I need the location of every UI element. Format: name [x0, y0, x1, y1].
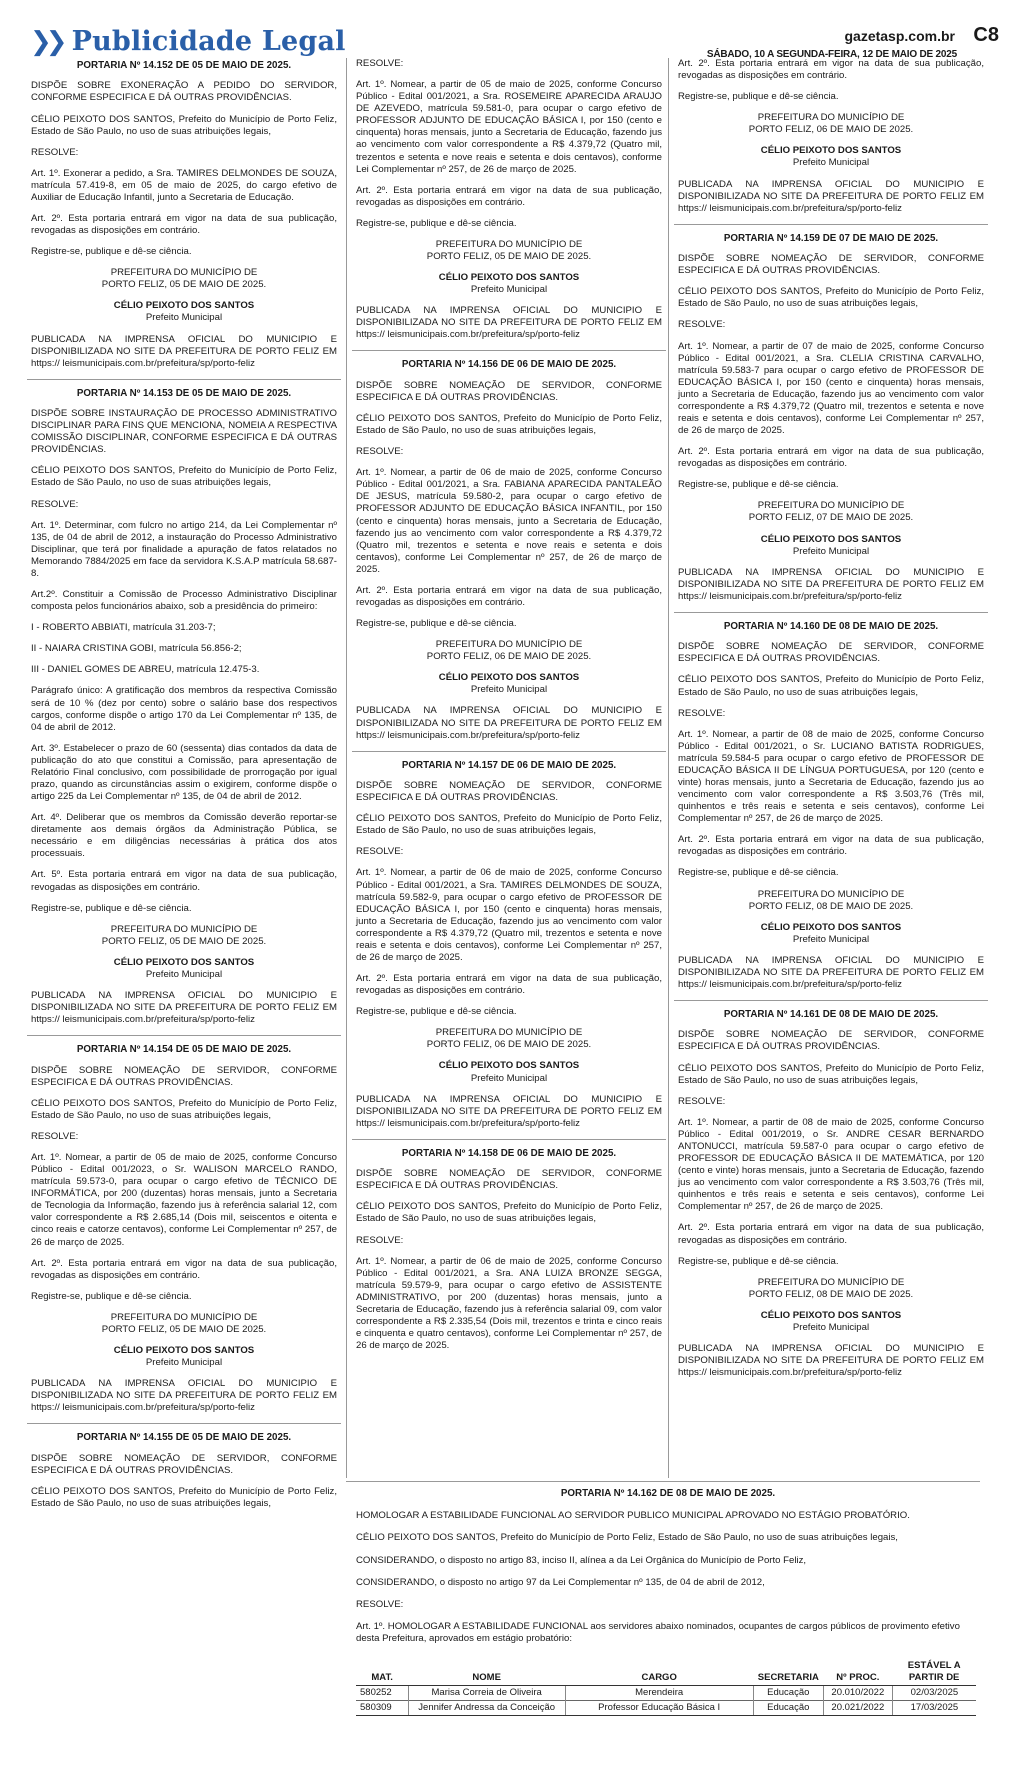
registre: Registre-se, publique e dê-se ciência. [678, 867, 839, 879]
section-divider [674, 612, 988, 613]
portaria-14155-start [31, 1432, 337, 1510]
signer-role: Prefeito Municipal [792, 157, 870, 169]
signature-block [31, 924, 337, 948]
article-2: Art. 2º. Esta portaria entrará em vigor na data de sua publicação, revogadas as disposições em contrário. [678, 834, 984, 858]
prefeitura-line: PREFEITURA DO MUNICÍPIO DE [110, 1311, 258, 1323]
article-2: Art. 2º. Esta portaria entrará em vigor na data de sua publicação, revogadas as disposições em contrário. [678, 446, 984, 470]
cell-mat: 580252 [356, 1685, 408, 1700]
cell-secretaria: Educação [753, 1700, 823, 1715]
column-header-secretaria: SECRETARIA [753, 1659, 823, 1685]
cell-estavel: 17/03/2025 [892, 1700, 976, 1715]
column-header-estavel: ESTÁVEL A PARTIR DE [892, 1659, 976, 1685]
registre: Registre-se, publique e dê-se ciência. [31, 1290, 192, 1302]
publication-note: PUBLICADA NA IMPRENSA OFICIAL DO MUNICIPIO E DISPONIBILIZADA NO SITE DA PREFEITURA DE PORTO FELIZ EM https:// leismunicipais.com.br/prefeitura/sp/porto-feliz [31, 989, 337, 1026]
column-header-proc: Nº PROC. [823, 1659, 892, 1685]
section-divider [352, 1139, 666, 1140]
member-2: II - NAIARA CRISTINA GOBI, matrícula 56.856-2; [31, 643, 242, 655]
portaria-14158 [356, 1148, 662, 1352]
local-date: PORTO FELIZ, 07 DE MAIO DE 2025. [748, 512, 914, 524]
publication-note: PUBLICADA NA IMPRENSA OFICIAL DO MUNICIPIO E DISPONIBILIZADA NO SITE DA PREFEITURA DE PORTO FELIZ EM https:// leismunicipais.com.br/prefeitura/sp/porto-feliz [678, 1342, 984, 1379]
signature-block [356, 639, 662, 663]
paragrafo-unico: Parágrafo único: A gratificação dos membros da respectiva Comissão será de 10 % (dez por cento) sobre o salário base dos respectivos cargos, conforme dispõe o artigo 170 da Lei Complementar nº 135, de 04 de abril de 2012. [31, 685, 337, 733]
ementa: DISPÕE SOBRE NOMEAÇÃO DE SERVIDOR, CONFORME ESPECIFICA E DÁ OUTRAS PROVIDÊNCIAS. [356, 1168, 662, 1192]
resolve: RESOLVE: [31, 146, 79, 158]
publication-note: PUBLICADA NA IMPRENSA OFICIAL DO MUNICIPIO E DISPONIBILIZADA NO SITE DA PREFEITURA DE PORTO FELIZ EM https:// leismunicipais.com.br/prefeitura/sp/porto-feliz [356, 305, 662, 341]
article-2: Art. 2º. Esta portaria entrará em vigor na data de sua publicação, revogadas as disposições em contrário. [678, 58, 984, 82]
signer-role: Prefeito Municipal [792, 545, 870, 557]
ementa: DISPÕE SOBRE EXONERAÇÃO A PEDIDO DO SERVIDOR, CONFORME ESPECIFICA E DÁ OUTRAS PROVIDÊNCIAS. [31, 80, 337, 104]
local-date: PORTO FELIZ, 08 DE MAIO DE 2025. [748, 900, 914, 912]
portaria-title: PORTARIA Nº 14.157 DE 06 DE MAIO DE 2025. [401, 759, 617, 771]
ementa: HOMOLOGAR A ESTABILIDADE FUNCIONAL AO SERVIDOR PUBLICO MUNICIPAL APROVADO NO ESTÁGIO PROBATÓRIO. [356, 1510, 910, 1522]
signer-name: CÉLIO PEIXOTO DOS SANTOS [113, 956, 255, 968]
article-1: Art. 1º. Nomear, a partir de 08 de maio de 2025, conforme Concurso Público - Edital 001/2019, o Sr. ANDRE CESAR BERNARDO ANTONUCCI, matrícula 59.587-0 para ocupar o cargo efetivo de PROFESSOR DE EDUCAÇÃO BÁSICA II DE MATEMÁTICA, por 120 (cento e vinte) horas mensais, junto a Secretaria de Educação, fazendo jus ao vencimento com valor correspondente a R$ 3.503,76 (Três mil, quinhentos e três reais e setenta e seis centavos), conforme Lei Complementar nº 257, de 26 de março de 2025. [678, 1116, 984, 1213]
signature-block [678, 1277, 984, 1301]
cell-nome: Marisa Correia de Oliveira [408, 1685, 565, 1700]
local-date: PORTO FELIZ, 06 DE MAIO DE 2025. [748, 124, 914, 136]
ementa: DISPÕE SOBRE NOMEAÇÃO DE SERVIDOR, CONFORME ESPECIFICA E DÁ OUTRAS PROVIDÊNCIAS. [678, 641, 984, 665]
signer [678, 145, 984, 169]
signer-name: CÉLIO PEIXOTO DOS SANTOS [438, 672, 580, 684]
prefeitura-line: PREFEITURA DO MUNICÍPIO DE [110, 267, 258, 279]
article-1: Art. 1º. Nomear, a partir de 08 de maio de 2025, conforme Concurso Público - Edital 001/2021, o Sr. LUCIANO BATISTA RODRIGUES, matrícula 59.584-5 para ocupar o cargo efetivo de PROFESSOR DE EDUCAÇÃO BÁSICA II DE LÍNGUA PORTUGUESA, por 120 (cento e vinte) horas mensais, junto a Secretaria de Educação, fazendo jus ao vencimento com valor correspondente a R$ 3.503,76 (Três mil, quinhentos e três reais e setenta e seis centavos), conforme Lei Complementar nº 257, de 26 de março de 2025. [678, 728, 984, 825]
section-divider [674, 224, 988, 225]
cell-proc: 20.010/2022 [823, 1685, 892, 1700]
signer-name: CÉLIO PEIXOTO DOS SANTOS [760, 533, 902, 545]
resolve: RESOLVE: [356, 846, 404, 858]
article-4: Art. 4º. Deliberar que os membros da Comissão deverão reportar-se diretamente aos demais órgãos da Administração Pública, se necessário e em diligências necessárias à prática dos atos processuais. [31, 812, 337, 860]
section-divider [352, 751, 666, 752]
ementa: DISPÕE SOBRE NOMEAÇÃO DE SERVIDOR, CONFORME ESPECIFICA E DÁ OUTRAS PROVIDÊNCIAS. [31, 1452, 337, 1476]
section-divider [27, 1423, 341, 1424]
signature-block [356, 239, 662, 263]
cell-cargo: Merendeira [565, 1685, 753, 1700]
section-divider [346, 1481, 980, 1482]
page-header [0, 0, 1011, 60]
portaria-14153 [31, 388, 337, 1026]
local-date: PORTO FELIZ, 05 DE MAIO DE 2025. [101, 1323, 267, 1335]
ementa: DISPÕE SOBRE NOMEAÇÃO DE SERVIDOR, CONFORME ESPECIFICA E DÁ OUTRAS PROVIDÊNCIAS. [356, 379, 662, 403]
portaria-title: PORTARIA Nº 14.154 DE 05 DE MAIO DE 2025. [76, 1044, 292, 1056]
article-2: Art.2º. Constituir a Comissão de Processo Administrativo Disciplinar composta pelos funcionários abaixo, sob a presidência do primeiro: [31, 589, 337, 613]
signer-role: Prefeito Municipal [470, 1072, 548, 1084]
header-meta [706, 24, 999, 60]
preambulo: CÉLIO PEIXOTO DOS SANTOS, Prefeito do Município de Porto Feliz, Estado de São Paulo, no uso de suas atribuições legais, [31, 113, 337, 137]
article-1: Art. 1º. Nomear, a partir de 06 de maio de 2025, conforme Concurso Público - Edital 001/2021, a Sra. FABIANA APARECIDA PANTALEÃO DE JESUS, matrícula 59.580-2, para ocupar o cargo efetivo de PROFESSOR ADJUNTO DE EDUCAÇÃO BÁSICA INFANTIL, por 150 (cento e cinquenta) horas mensais, junto a Secretaria de Educação, fazendo jus ao vencimento com valor correspondente a R$ 4.379,72 (Quatro mil, trezentos e setenta e nove reais e setenta e dois centavos), conforme Lei Complementar nº 257, de 26 de março de 2025. [356, 467, 662, 575]
ementa: DISPÕE SOBRE NOMEAÇÃO DE SERVIDOR, CONFORME ESPECIFICA E DÁ OUTRAS PROVIDÊNCIAS. [678, 1029, 984, 1053]
portaria-14154 [31, 1044, 337, 1414]
publication-note: PUBLICADA NA IMPRENSA OFICIAL DO MUNICIPIO E DISPONIBILIZADA NO SITE DA PREFEITURA DE PORTO FELIZ EM https:// leismunicipais.com.br/prefeitura/sp/porto-feliz [678, 566, 984, 602]
local-date: PORTO FELIZ, 08 DE MAIO DE 2025. [748, 1288, 914, 1300]
signer-role: Prefeito Municipal [470, 284, 548, 296]
section-brand [30, 26, 346, 57]
publication-note: PUBLICADA NA IMPRENSA OFICIAL DO MUNICIPIO E DISPONIBILIZADA NO SITE DA PREFEITURA DE PORTO FELIZ EM https:// leismunicipais.com.br/prefeitura/sp/porto-feliz [678, 178, 984, 214]
signature-block [31, 267, 337, 291]
portaria-title: PORTARIA Nº 14.160 DE 08 DE MAIO DE 2025. [723, 620, 939, 632]
signer [356, 672, 662, 696]
prefeitura-line: PREFEITURA DO MUNICÍPIO DE [435, 639, 583, 651]
preambulo: CÉLIO PEIXOTO DOS SANTOS, Prefeito do Município de Porto Feliz, Estado de São Paulo, no uso de suas atribuições legais, [678, 674, 984, 698]
signer-role: Prefeito Municipal [792, 933, 870, 945]
portaria-14157 [356, 760, 662, 1130]
article-1: Art. 1º. HOMOLOGAR A ESTABILIDADE FUNCIONAL aos servidores abaixo nominados, ocupantes de cargos públicos de provimento efetivo desta Prefeitura, aprovados em estágio probatório: [356, 1620, 960, 1644]
signer [31, 957, 337, 981]
portaria-14160 [678, 621, 984, 991]
local-date: PORTO FELIZ, 05 DE MAIO DE 2025. [426, 251, 592, 263]
portaria-14158-cont [678, 58, 984, 215]
member-1: I - ROBERTO ABBIATI, matrícula 31.203-7; [31, 622, 216, 634]
article-2: Art. 2º. Esta portaria entrará em vigor na data de sua publicação, revogadas as disposições em contrário. [356, 184, 662, 208]
estabilidade-table [356, 1659, 976, 1716]
preambulo: CÉLIO PEIXOTO DOS SANTOS, Prefeito do Município de Porto Feliz, Estado de São Paulo, no uso de suas atribuições legais, [31, 465, 337, 489]
edition-date: SÁBADO, 10 A SEGUNDA-FEIRA, 12 DE MAIO DE 2025 [706, 49, 957, 60]
cell-nome: Jennifer Andressa da Conceição [408, 1700, 565, 1715]
page-number: C8 [973, 24, 999, 46]
article-2: Art. 2º. Esta portaria entrará em vigor na data de sua publicação, revogadas as disposições em contrário. [31, 1257, 337, 1281]
publication-note: PUBLICADA NA IMPRENSA OFICIAL DO MUNICIPIO E DISPONIBILIZADA NO SITE DA PREFEITURA DE PORTO FELIZ EM https:// leismunicipais.com.br/prefeitura/sp/porto-feliz [356, 705, 662, 741]
resolve: RESOLVE: [356, 446, 404, 458]
preambulo: CÉLIO PEIXOTO DOS SANTOS, Prefeito do Município de Porto Feliz, Estado de São Paulo, no uso de suas atribuições legais, [678, 286, 984, 310]
registre: Registre-se, publique e dê-se ciência. [678, 91, 839, 103]
signer-name: CÉLIO PEIXOTO DOS SANTOS [438, 1060, 580, 1072]
registre: Registre-se, publique e dê-se ciência. [356, 1006, 517, 1018]
site-url: gazetasp.com.br [844, 28, 955, 44]
preambulo: CÉLIO PEIXOTO DOS SANTOS, Prefeito do Município de Porto Feliz, Estado de São Paulo, no uso de suas atribuições legais, [356, 1201, 662, 1225]
signer-name: CÉLIO PEIXOTO DOS SANTOS [113, 300, 255, 312]
signer [678, 534, 984, 558]
resolve: RESOLVE: [356, 1234, 404, 1246]
cell-proc: 20.021/2022 [823, 1700, 892, 1715]
column-divider [668, 58, 669, 1478]
resolve: RESOLVE: [678, 707, 726, 719]
portaria-title: PORTARIA Nº 14.162 DE 08 DE MAIO DE 2025. [560, 1488, 776, 1499]
column-header-nome: NOME [408, 1659, 565, 1685]
local-date: PORTO FELIZ, 05 DE MAIO DE 2025. [101, 279, 267, 291]
preambulo: CÉLIO PEIXOTO DOS SANTOS, Prefeito do Município de Porto Feliz, Estado de São Paulo, no uso de suas atribuições legais, [356, 813, 662, 837]
table-header-row [356, 1659, 976, 1685]
resolve: RESOLVE: [356, 1598, 404, 1610]
ementa: DISPÕE SOBRE NOMEAÇÃO DE SERVIDOR, CONFORME ESPECIFICA E DÁ OUTRAS PROVIDÊNCIAS. [31, 1064, 337, 1088]
considerando-2: CONSIDERANDO, o disposto no artigo 97 da Lei Complementar nº 135, de 04 de abril de 2012, [356, 1576, 765, 1588]
signer [31, 1345, 337, 1369]
local-date: PORTO FELIZ, 06 DE MAIO DE 2025. [426, 651, 592, 663]
signer-name: CÉLIO PEIXOTO DOS SANTOS [438, 272, 580, 284]
signer [678, 922, 984, 946]
signer-name: CÉLIO PEIXOTO DOS SANTOS [113, 1344, 255, 1356]
local-date: PORTO FELIZ, 05 DE MAIO DE 2025. [101, 935, 267, 947]
section-divider [352, 350, 666, 351]
section-divider [27, 379, 341, 380]
signer [678, 1310, 984, 1334]
article-1: Art. 1º. Determinar, com fulcro no artigo 214, da Lei Complementar nº 135, de 04 de abril de 2012, a instauração do Processo Administrativo Disciplinar, que terá por finalidade a apuração de fatos relatados no Memorando 7884/2025 em face da servidora K.S.A.P matrícula 58.687-8. [31, 519, 337, 579]
article-2: Art. 2º. Esta portaria entrará em vigor na data de sua publicação, revogadas as disposições em contrário. [356, 584, 662, 608]
prefeitura-line: PREFEITURA DO MUNICÍPIO DE [757, 1276, 905, 1288]
article-1: Art. 1º. Nomear, a partir de 05 de maio de 2025, conforme Concurso Público - Edital 001/2021, a Sra. ROSEMEIRE APARECIDA ARAUJO DE AZEVEDO, matrícula 59.581-0, para ocupar o cargo efetivo de PROFESSOR ADJUNTO DE EDUCAÇÃO BÁSICA I, por 150 (cento e cinquenta) horas mensais, junto a Secretaria de Educação, fazendo jus ao vencimento com valor correspondente a R$ 4.379,72 (Quatro mil, trezentos e setenta e nove reais e setenta e dois centavos), conforme Lei Complementar nº 257, de 26 de março de 2025. [356, 79, 662, 175]
resolve: RESOLVE: [678, 319, 726, 331]
registre: Registre-se, publique e dê-se ciência. [678, 479, 839, 491]
registre: Registre-se, publique e dê-se ciência. [356, 618, 517, 630]
article-1: Art. 1º. Nomear, a partir de 06 de maio de 2025, conforme Concurso Público - Edital 001/2021, a Sra. ANA LUIZA BRONZE SEGGA, matrícula 59.579-9, para ocupar o cargo efetivo de ASSISTENTE ADMINISTRATIVO, por 200 (duzentas) horas mensais, junto a Secretaria de Educação, fazendo jus à referência salarial 09, com valor correspondente a R$ 2.335,54 (Dois mil, trezentos e trinta e cinco reais e cinquenta e quatro centavos), conforme Lei Complementar nº 257, de 26 de março de 2025. [356, 1255, 662, 1352]
article-2: Art. 2º. Esta portaria entrará em vigor na data de sua publicação, revogadas as disposições em contrário. [356, 973, 662, 997]
article-5: Art. 5º. Esta portaria entrará em vigor na data de sua publicação, revogadas as disposições em contrário. [31, 869, 337, 893]
column-header-cargo: CARGO [565, 1659, 753, 1685]
portaria-14155-cont [356, 58, 662, 341]
ementa: DISPÕE SOBRE NOMEAÇÃO DE SERVIDOR, CONFORME ESPECIFICA E DÁ OUTRAS PROVIDÊNCIAS. [356, 780, 662, 804]
column-divider [346, 58, 347, 1478]
prefeitura-line: PREFEITURA DO MUNICÍPIO DE [757, 112, 905, 124]
article-1: Art. 1º. Nomear, a partir de 06 de maio de 2025, conforme Concurso Público - Edital 001/2021, a Sra. TAMIRES DELMONDES DE SOUZA, matrícula 59.582-9, para ocupar o cargo efetivo de PROFESSOR DE EDUCAÇÃO BÁSICA I, por 150 (cento e cinquenta) horas mensais, junto a Secretaria de Educação, fazendo jus ao vencimento com valor correspondente a R$ 4.379,72 (Quatro mil, trezentos e setenta e nove reais e setenta e dois centavos), conforme Lei Complementar nº 257, de 26 de março de 2025. [356, 867, 662, 963]
article-1: Art. 1º. Nomear, a partir de 05 de maio de 2025, conforme Concurso Público - Edital 001/2023, o Sr. WALISON MARCELO RANDO, matrícula 59.573-0, para ocupar o cargo efetivo de TÉCNICO DE INFORMÁTICA, por 200 (duzentas) horas mensais, junto a Secretaria de Tecnologia da Informação, fazendo jus à referência salarial 12, com valor correspondente a R$ 2.685,14 (Dois mil, seiscentos e oitenta e cinco reais e catorze centavos), conforme Lei Complementar nº 257, de 26 de março de 2025. [31, 1151, 337, 1248]
portaria-title: PORTARIA Nº 14.158 DE 06 DE MAIO DE 2025. [401, 1147, 617, 1159]
signer-role: Prefeito Municipal [145, 312, 223, 324]
article-2: Art. 2º. Esta portaria entrará em vigor na data de sua publicação, revogadas as disposições em contrário. [678, 1222, 984, 1246]
signer [31, 300, 337, 324]
resolve: RESOLVE: [31, 498, 79, 510]
signature-block [678, 889, 984, 913]
registre: Registre-se, publique e dê-se ciência. [678, 1255, 839, 1267]
prefeitura-line: PREFEITURA DO MUNICÍPIO DE [757, 888, 905, 900]
publication-note: PUBLICADA NA IMPRENSA OFICIAL DO MUNICIPIO E DISPONIBILIZADA NO SITE DA PREFEITURA DE PORTO FELIZ EM https:// leismunicipais.com.br/prefeitura/sp/porto-feliz [31, 1378, 337, 1414]
signer-role: Prefeito Municipal [145, 1357, 223, 1369]
publication-note: PUBLICADA NA IMPRENSA OFICIAL DO MUNICIPIO E DISPONIBILIZADA NO SITE DA PREFEITURA DE PORTO FELIZ EM https:// leismunicipais.com.br/prefeitura/sp/porto-feliz [356, 1093, 662, 1129]
signer-name: CÉLIO PEIXOTO DOS SANTOS [760, 145, 902, 157]
portaria-14161 [678, 1009, 984, 1379]
signer [356, 1060, 662, 1084]
local-date: PORTO FELIZ, 06 DE MAIO DE 2025. [426, 1039, 592, 1051]
column-header-mat: MAT. [356, 1659, 408, 1685]
signer-name: CÉLIO PEIXOTO DOS SANTOS [760, 1309, 902, 1321]
portaria-title: PORTARIA Nº 14.156 DE 06 DE MAIO DE 2025. [401, 359, 617, 371]
article-1: Art. 1º. Exonerar a pedido, a Sra. TAMIRES DELMONDES DE SOUZA, matrícula 57.419-8, em 05 de maio de 2025, do cargo efetivo de Auxiliar de Educação Infantil, junto a Secretaria de Educação. [31, 167, 337, 203]
table-row [356, 1700, 976, 1715]
double-chevron-icon: ❯❯ [30, 26, 62, 57]
signer-role: Prefeito Municipal [470, 684, 548, 696]
signer-name: CÉLIO PEIXOTO DOS SANTOS [760, 921, 902, 933]
portaria-14162 [356, 1486, 980, 1716]
signature-block [678, 500, 984, 524]
article-2: Art. 2º. Esta portaria entrará em vigor na data de sua publicação, revogadas as disposições em contrário. [31, 212, 337, 237]
signature-block [678, 112, 984, 136]
considerando-1: CONSIDERANDO, o disposto no artigo 83, inciso II, alínea a da Lei Orgânica do Município de Porto Feliz, [356, 1554, 807, 1566]
portaria-14159 [678, 233, 984, 603]
prefeitura-line: PREFEITURA DO MUNICÍPIO DE [110, 923, 258, 935]
portaria-title: PORTARIA Nº 14.161 DE 08 DE MAIO DE 2025. [723, 1009, 939, 1021]
cell-estavel: 02/03/2025 [892, 1685, 976, 1700]
resolve: RESOLVE: [31, 1130, 79, 1142]
column-3 [678, 58, 984, 1388]
resolve: RESOLVE: [356, 58, 404, 69]
preambulo: CÉLIO PEIXOTO DOS SANTOS, Prefeito do Município de Porto Feliz, Estado de São Paulo, no uso de suas atribuições legais, [356, 412, 662, 437]
registre: Registre-se, publique e dê-se ciência. [31, 902, 192, 914]
column-2 [356, 58, 662, 1361]
registre: Registre-se, publique e dê-se ciência. [31, 246, 192, 258]
preambulo: CÉLIO PEIXOTO DOS SANTOS, Prefeito do Município de Porto Feliz, Estado de São Paulo, no uso de suas atribuições legais, [356, 1532, 898, 1544]
article-1: Art. 1º. Nomear, a partir de 07 de maio de 2025, conforme Concurso Público - Edital 001/2021, a Sra. CLELIA CRISTINA CARVALHO, matrícula 59.583-7 para ocupar o cargo efetivo de PROFESSOR DE EDUCAÇÃO BÁSICA I, por 150 (cento e cinquenta) horas mensais, junto a Secretaria de Educação, fazendo jus ao vencimento com valor correspondente a R$ 4.379,72 (Quatro mil, trezentos e setenta e nove reais e setenta e dois centavos), conforme Lei Complementar nº 257, de 26 de março de 2025. [678, 340, 984, 437]
signer-role: Prefeito Municipal [145, 968, 223, 980]
signature-block [31, 1312, 337, 1336]
portaria-14156 [356, 359, 662, 741]
publication-note: PUBLICADA NA IMPRENSA OFICIAL DO MUNICIPIO E DISPONIBILIZADA NO SITE DA PREFEITURA DE PORTO FELIZ EM https:// leismunicipais.com.br/prefeitura/sp/porto-feliz [31, 333, 337, 369]
section-divider [27, 1035, 341, 1036]
registre: Registre-se, publique e dê-se ciência. [356, 217, 517, 229]
section-title: Publicidade Legal [71, 26, 346, 57]
portaria-14152 [31, 60, 337, 370]
cell-cargo: Professor Educação Básica I [565, 1700, 753, 1715]
ementa: DISPÕE SOBRE INSTAURAÇÃO DE PROCESSO ADMINISTRATIVO DISCIPLINAR PARA FINS QUE MENCIONA, NOMEIA A RESPECTIVA COMISSÃO DISCIPLINAR, CONFORME ESPECIFICA E DÁ OUTRAS PROVIDÊNCIAS. [31, 408, 337, 456]
portaria-title: PORTARIA Nº 14.155 DE 05 DE MAIO DE 2025. [76, 1432, 292, 1444]
signature-block [356, 1027, 662, 1051]
member-3: III - DANIEL GOMES DE ABREU, matrícula 12.475-3. [31, 664, 260, 676]
publication-note: PUBLICADA NA IMPRENSA OFICIAL DO MUNICIPIO E DISPONIBILIZADA NO SITE DA PREFEITURA DE PORTO FELIZ EM https:// leismunicipais.com.br/prefeitura/sp/porto-feliz [678, 954, 984, 990]
resolve: RESOLVE: [678, 1095, 726, 1107]
article-3: Art. 3º. Estabelecer o prazo de 60 (sessenta) dias contados da data de publicação do ato que constitui a Comissão, para apresentação de Relatório Final conclusivo, com possibilidade de prorrogação por igual prazo, quando as circunstâncias assim o exigirem, conforme dispõe o artigo 225 da Lei Complementar nº 135, de 04 de abril de 2012. [31, 742, 337, 803]
signer [356, 272, 662, 296]
section-divider [674, 1000, 988, 1001]
prefeitura-line: PREFEITURA DO MUNICÍPIO DE [435, 238, 583, 250]
preambulo: CÉLIO PEIXOTO DOS SANTOS, Prefeito do Município de Porto Feliz, Estado de São Paulo, no uso de suas atribuições legais, [31, 1485, 337, 1509]
prefeitura-line: PREFEITURA DO MUNICÍPIO DE [435, 1027, 583, 1039]
signer-role: Prefeito Municipal [792, 1321, 870, 1333]
cell-mat: 580309 [356, 1700, 408, 1715]
preambulo: CÉLIO PEIXOTO DOS SANTOS, Prefeito do Município de Porto Feliz, Estado de São Paulo, no uso de suas atribuições legais, [678, 1062, 984, 1086]
cell-secretaria: Educação [753, 1685, 823, 1700]
column-1 [31, 58, 337, 1519]
ementa: DISPÕE SOBRE NOMEAÇÃO DE SERVIDOR, CONFORME ESPECIFICA E DÁ OUTRAS PROVIDÊNCIAS. [678, 253, 984, 277]
portaria-title: PORTARIA Nº 14.153 DE 05 DE MAIO DE 2025. [76, 387, 292, 399]
table-row [356, 1685, 976, 1700]
preambulo: CÉLIO PEIXOTO DOS SANTOS, Prefeito do Município de Porto Feliz, Estado de São Paulo, no uso de suas atribuições legais, [31, 1097, 337, 1121]
prefeitura-line: PREFEITURA DO MUNICÍPIO DE [757, 500, 905, 512]
portaria-title: PORTARIA Nº 14.152 DE 05 DE MAIO DE 2025. [76, 60, 292, 71]
portaria-title: PORTARIA Nº 14.159 DE 07 DE MAIO DE 2025. [723, 232, 939, 244]
